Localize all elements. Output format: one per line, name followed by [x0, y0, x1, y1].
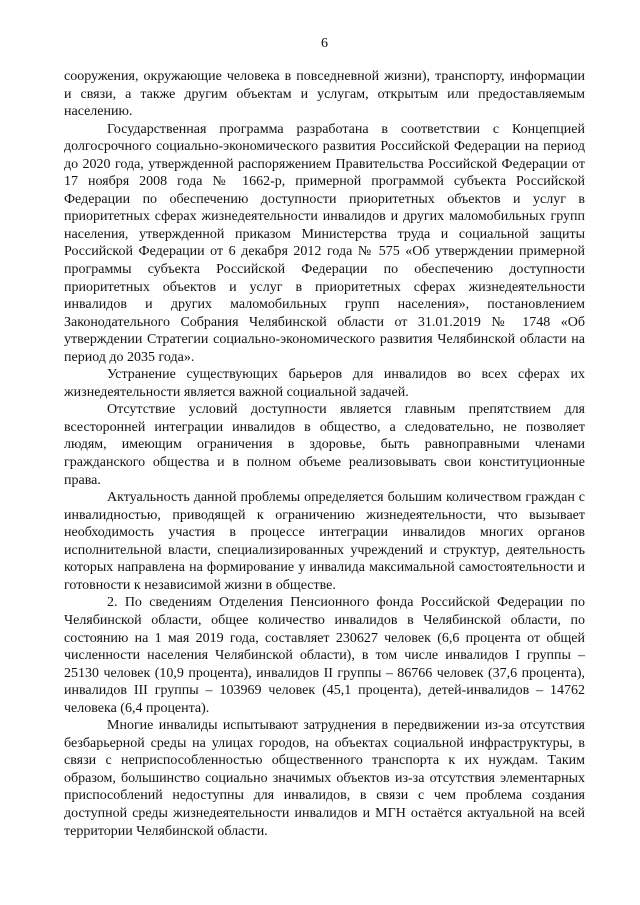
body-text — [64, 68, 585, 840]
page-number: 6 — [321, 36, 328, 51]
paragraph-3: Устранение существующих барьеров для инвалидов во всех сферах их жизнедеятельности является важной социальной задачей. — [64, 367, 585, 400]
paragraph-5: Актуальность данной проблемы определяется большим количеством граждан с инвалидностью, приводящей к ограничению жизнедеятельности, что вызывает необходимость участия в процессе интеграции инвалидов многих органов исполнительной власти, специализированных учреждений и структур, деятельность которых направлена на формирование у инвалида максимальной самостоятельности и готовности к независимой жизни в обществе. — [64, 490, 585, 593]
paragraph-4: Отсутствие условий доступности является главным препятствием для всесторонней интеграции инвалидов в общество, а следовательно, не позволяет людям, имеющим ограничения в здоровье, быть равноправными членами гражданского общества и в полном объеме реализовывать свои конституционные права. — [64, 402, 585, 488]
paragraph-2: Государственная программа разработана в соответствии с Концепцией долгосрочного социально-экономического развития Российской Федерации на период до 2020 года, утвержденной распоряжением Правительства Российской Федерации от 17 ноября 2008 года № 1662-р, примерной программой субъекта Российской Федерации по обеспечению доступности приоритетных объектов и услуг в приоритетных сферах жизнедеятельности инвалидов и других маломобильных групп населения, утвержденной приказом Министерства труда и социальной защиты Российской Федерации от 6 декабря 2012 года № 575 «Об утверждении примерной программы субъекта Российской Федерации по обеспечению доступности приоритетных объектов и услуг в приоритетных сферах жизнедеятельности инвалидов и других маломобильных групп населения», постановлением Законодательного Собрания Челябинской области от 31.01.2019 № 1748 «Об утверждении Стратегии социально-экономического развития Челябинской области на период до 2035 года». — [64, 121, 585, 365]
paragraph-7: Многие инвалиды испытывают затруднения в передвижении из-за отсутствия безбарьерной среды на улицах городов, на объектах социальной инфраструктуры, в связи с неприспособленностью общественного транспорта к их нуждам. Таким образом, большинство социально значимых объектов из-за отсутствия элементарных приспособлений недоступны для инвалидов, в связи с чем проблема создания доступной среды жизнедеятельности инвалидов и МГН остаётся актуальной на всей территории Челябинской области. — [64, 718, 585, 839]
paragraph-6: 2. По сведениям Отделения Пенсионного фонда Российской Федерации по Челябинской области, общее количество инвалидов в Челябинской области, по состоянию на 1 мая 2019 года, составляет 230627 человек (6,6 процента от общей численности населения Челябинской области), в том числе инвалидов I группы – 25130 человек (10,9 процента), инвалидов II группы – 86766 человек (37,6 процента), инвалидов III группы – 103969 человек (45,1 процента), детей-инвалидов – 14762 человека (6,4 процента). — [64, 595, 585, 716]
paragraph-1: сооружения, окружающие человека в повседневной жизни), транспорту, информации и связи, а также другим объектам и услугам, открытым или предоставляемым населению. — [64, 69, 585, 120]
